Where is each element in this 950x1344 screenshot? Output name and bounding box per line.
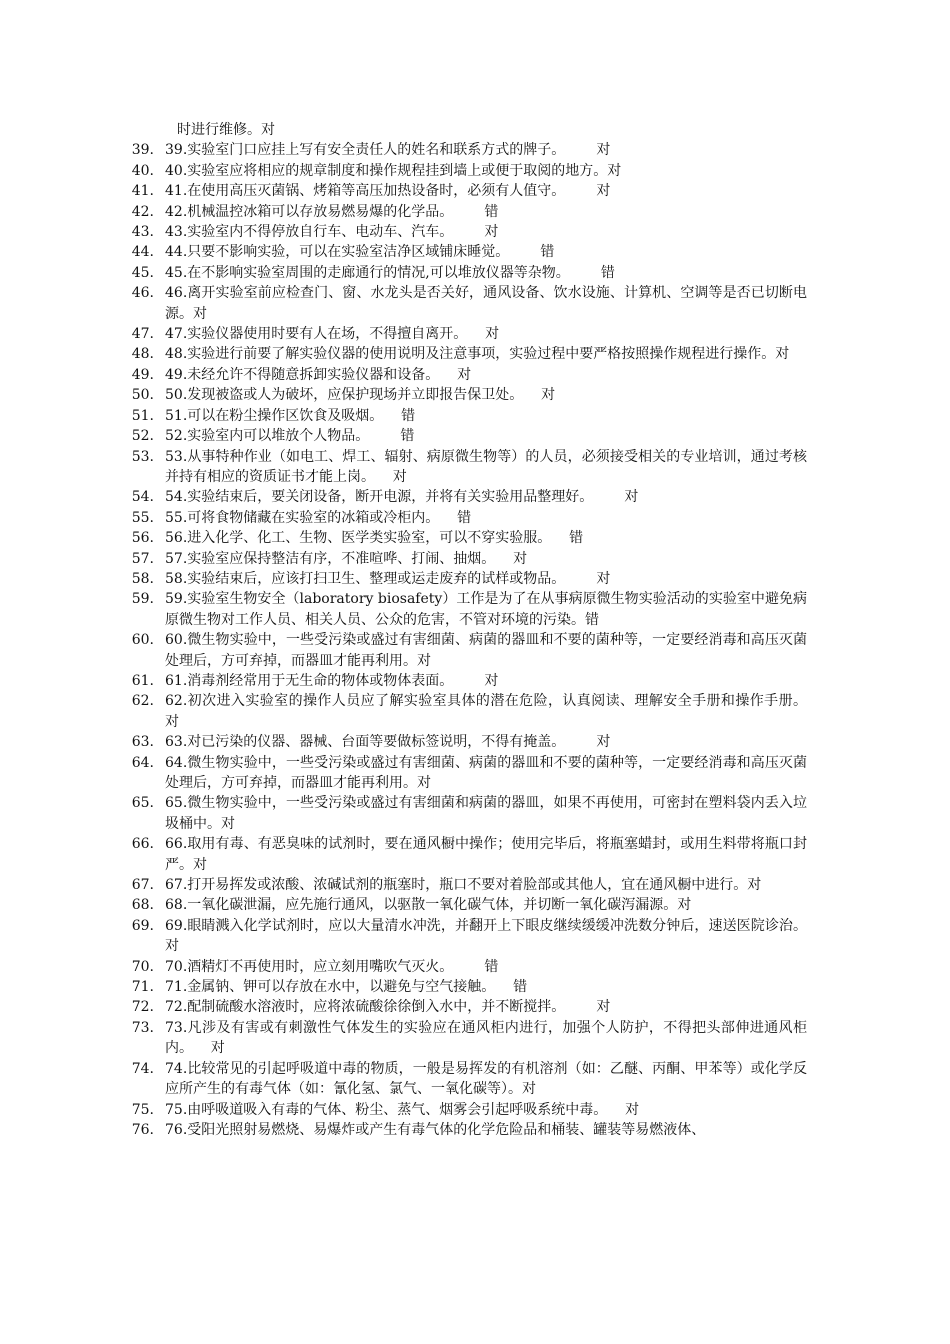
item-text: 68.一氧化碳泄漏，应先施行通风，以驱散一氧化碳气体，并切断一氧化碳泻漏源。对	[165, 897, 692, 914]
item-text: 时进行维修。对	[177, 122, 275, 138]
list-item	[0, 161, 950, 181]
list-item	[0, 1100, 950, 1120]
list-item	[0, 1018, 950, 1059]
item-number: 44.	[131, 244, 154, 261]
list-item	[0, 630, 950, 671]
item-number: 60.	[131, 632, 154, 649]
item-text: 65.微生物实验中，一些受污染或盛过有害细菌和病菌的器皿，如果不再使用，可密封在塑料袋内丢入垃圾桶中。对	[165, 795, 807, 832]
item-number: 50.	[131, 387, 154, 404]
item-number: 40.	[131, 162, 154, 179]
item-number: 71.	[131, 979, 154, 996]
list-item	[0, 447, 950, 488]
item-text: 47.实验仪器使用时要有人在场，不得擅自离开。 对	[165, 326, 500, 343]
list-item	[0, 977, 950, 997]
list-item	[0, 406, 950, 426]
item-text: 43.实验室内不得停放自行车、电动车、汽车。 对	[165, 224, 499, 241]
item-number: 55.	[131, 509, 154, 526]
item-number	[0, 120, 165, 140]
item-number: 41.	[131, 183, 154, 200]
item-number: 45.	[131, 264, 154, 281]
item-number: 62.	[131, 693, 154, 710]
list-item	[0, 202, 950, 222]
item-text: 59.实验室生物安全（laboratory biosafety）工作是为了在从事病原微生物实验活动的实验室中避免病原微生物对工作人员、相关人员、公众的危害，不管对环境的污染。错	[165, 591, 807, 628]
item-text: 46.离开实验室前应检查门、窗、水龙头是否关好，通风设备、饮水设施、计算机、空调等是否已切断电源。对	[165, 285, 807, 322]
list-item	[0, 549, 950, 569]
item-number: 64.	[131, 754, 154, 771]
list-item	[0, 181, 950, 201]
list-item	[0, 895, 950, 915]
item-text: 70.酒精灯不再使用时，应立刻用嘴吹气灭火。 错	[165, 958, 499, 975]
item-text: 73.凡涉及有害或有刺激性气体发生的实验应在通风柜内进行，加强个人防护，不得把头部伸进通风柜内。 对	[165, 1019, 807, 1057]
list-item	[0, 283, 950, 324]
item-number: 54.	[131, 489, 154, 506]
item-number: 56.	[131, 530, 154, 547]
item-text: 61.消毒剂经常用于无生命的物体或物体表面。 对	[165, 672, 499, 689]
list-item	[0, 671, 950, 691]
continuation-line	[0, 120, 950, 140]
list-item	[0, 916, 950, 957]
list-item	[0, 365, 950, 385]
item-number: 65.	[131, 795, 154, 812]
list-item	[0, 1120, 950, 1140]
item-number: 75.	[131, 1101, 154, 1118]
item-text: 69.眼睛溅入化学试剂时，应以大量清水冲洗，并翻开上下眼皮继续缓缓冲洗数分钟后，速送医院诊治。 对	[165, 917, 825, 955]
item-number: 43.	[131, 224, 154, 241]
item-text: 75.由呼吸道吸入有毒的气体、粉尘、蒸气、烟雾会引起呼吸系统中毒。 对	[165, 1101, 640, 1118]
item-text: 40.实验室应将相应的规章制度和操作规程挂到墙上或便于取阅的地方。对	[165, 162, 622, 179]
item-text: 72.配制硫酸水溶液时，应将浓硫酸徐徐倒入水中，并不断搅拌。 对	[165, 999, 611, 1016]
list-item	[0, 528, 950, 548]
item-text: 51.可以在粉尘操作区饮食及吸烟。 错	[165, 407, 416, 424]
item-text: 66.取用有毒、有恶臭味的试剂时，要在通风橱中操作；使用完毕后，将瓶塞蜡封，或用生料带将瓶口封严。对	[165, 836, 807, 873]
list-item	[0, 487, 950, 507]
list-item	[0, 140, 950, 160]
item-text: 57.实验室应保持整洁有序，不准喧哗、打闹、抽烟。 对	[165, 550, 528, 567]
list-item	[0, 834, 950, 875]
item-text: 45.在不影响实验室周围的走廊通行的情况,可以堆放仪器等杂物。 错	[165, 264, 615, 281]
item-number: 39.	[131, 142, 154, 159]
item-text: 49.未经允许不得随意拆卸实验仪器和设备。 对	[165, 366, 472, 383]
item-number: 63.	[131, 734, 154, 751]
item-text: 54.实验结束后，要关闭设备，断开电源，并将有关实验用品整理好。 对	[165, 489, 639, 506]
item-number: 57.	[131, 550, 154, 567]
item-text: 62.初次进入实验室的操作人员应了解实验室具体的潜在危险，认真阅读、理解安全手册和操作手册。 对	[165, 693, 825, 730]
list-item	[0, 222, 950, 242]
item-text: 71.金属钠、钾可以存放在水中，以避免与空气接触。 错	[165, 979, 528, 996]
list-item	[0, 508, 950, 528]
item-number: 59.	[131, 591, 154, 608]
item-number: 51.	[131, 407, 154, 424]
list-item	[0, 242, 950, 262]
list-item	[0, 793, 950, 834]
item-number: 49.	[131, 366, 154, 383]
item-text: 48.实验进行前要了解实验仪器的使用说明及注意事项，实验过程中要严格按照操作规程进行操作。对	[165, 346, 790, 363]
list-item	[0, 385, 950, 405]
item-number: 46.	[131, 285, 154, 302]
item-text: 64.微生物实验中，一些受污染或盛过有害细菌、病菌的器皿和不要的菌种等，一定要经消毒和高压灭菌处理后，方可弃掉，而器皿才能再利用。对	[165, 754, 807, 791]
list-item	[0, 691, 950, 732]
item-text: 67.打开易挥发或浓酸、浓碱试剂的瓶塞时，瓶口不要对着脸部或其他人，宜在通风橱中进行。对	[165, 877, 762, 894]
item-text: 55.可将食物储藏在实验室的冰箱或冷柜内。 错	[165, 509, 472, 526]
item-number: 53.	[131, 448, 154, 465]
item-text: 39.实验室门口应挂上写有安全责任人的姓名和联系方式的牌子。 对	[165, 142, 611, 159]
list-item	[0, 324, 950, 344]
item-number: 70.	[131, 958, 154, 975]
item-number: 66.	[131, 836, 154, 853]
list-item	[0, 732, 950, 752]
item-text: 74.比较常见的引起呼吸道中毒的物质，一般是易挥发的有机溶剂（如：乙醚、丙酮、甲苯等）或化学反应所产生的有毒气体（如：氰化氢、氯气、一氧化碳等）。对	[165, 1060, 807, 1098]
list-item	[0, 344, 950, 364]
question-list	[0, 140, 950, 1140]
item-text: 41.在使用高压灭菌锅、烤箱等高压加热设备时，必须有人值守。 对	[165, 183, 611, 200]
item-text: 42.机械温控冰箱可以存放易燃易爆的化学品。 错	[165, 203, 499, 220]
list-item	[0, 1059, 950, 1100]
list-item	[0, 263, 950, 283]
item-number: 48.	[131, 346, 154, 363]
list-item	[0, 753, 950, 794]
item-text: 60.微生物实验中，一些受污染或盛过有害细菌、病菌的器皿和不要的菌种等，一定要经消毒和高压灭菌处理后，方可弃掉，而器皿才能再利用。对	[165, 632, 807, 669]
item-number: 72.	[131, 999, 154, 1016]
list-item	[0, 997, 950, 1017]
item-text: 58.实验结束后，应该打扫卫生、整理或运走废弃的试样或物品。 对	[165, 570, 611, 587]
item-number: 67.	[131, 877, 154, 894]
list-item	[0, 426, 950, 446]
item-text: 44.只要不影响实验，可以在实验室洁净区域铺床睡觉。 错	[165, 244, 555, 261]
item-number: 74.	[131, 1060, 154, 1077]
list-item	[0, 875, 950, 895]
item-text: 53.从事特种作业（如电工、焊工、辐射、病原微生物等）的人员，必须接受相关的专业培训，通过考核并持有相应的资质证书才能上岗。 对	[165, 448, 807, 485]
item-number: 73.	[131, 1019, 154, 1036]
item-number: 76.	[131, 1121, 154, 1138]
item-text: 52.实验室内可以堆放个人物品。 错	[165, 428, 415, 445]
item-number: 69.	[131, 917, 154, 934]
item-text: 76.受阳光照射易燃烧、易爆炸或产生有毒气体的化学危险品和桶装、罐装等易燃液体、	[165, 1121, 706, 1138]
item-text: 50.发现被盗或人为破坏，应保护现场并立即报告保卫处。 对	[165, 387, 556, 404]
item-number: 58.	[131, 570, 154, 587]
document-page	[0, 120, 950, 1140]
item-number: 52.	[131, 428, 154, 445]
item-number: 47.	[131, 326, 154, 343]
item-text: 56.进入化学、化工、生物、医学类实验室，可以不穿实验服。 错	[165, 530, 584, 547]
item-text: 63.对已污染的仪器、器械、台面等要做标签说明，不得有掩盖。 对	[165, 734, 611, 751]
item-number: 61.	[131, 672, 154, 689]
list-item	[0, 589, 950, 630]
item-number: 42.	[131, 203, 154, 220]
list-item	[0, 569, 950, 589]
list-item	[0, 957, 950, 977]
item-number: 68.	[131, 897, 154, 914]
